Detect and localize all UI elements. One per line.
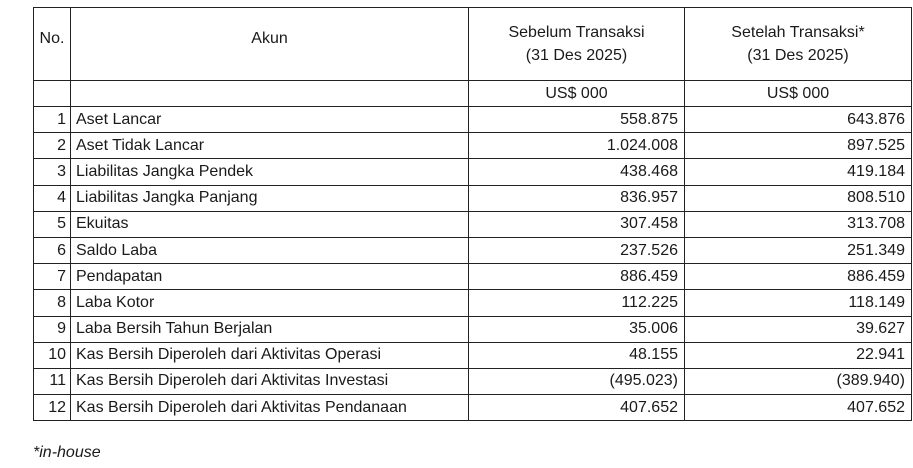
table-row bbox=[34, 264, 912, 290]
row-after-value: 251.349 bbox=[685, 237, 912, 263]
row-after-value: 39.627 bbox=[685, 316, 912, 342]
header-after-title: Setelah Transaksi* bbox=[731, 24, 865, 41]
row-number: 6 bbox=[34, 237, 71, 263]
row-number: 12 bbox=[34, 395, 71, 421]
footnote-marker-line bbox=[33, 443, 101, 464]
table-row bbox=[34, 185, 912, 211]
row-after-value: 313.708 bbox=[685, 211, 912, 237]
row-number: 7 bbox=[34, 264, 71, 290]
row-number: 10 bbox=[34, 342, 71, 368]
header-after bbox=[685, 8, 912, 81]
row-account: Kas Bersih Diperoleh dari Aktivitas Pendanaan bbox=[71, 395, 469, 421]
row-account: Pendapatan bbox=[71, 264, 469, 290]
row-after-value: 419.184 bbox=[685, 159, 912, 185]
header-before-date: (31 Des 2025) bbox=[525, 47, 628, 64]
row-before-value: 112.225 bbox=[469, 290, 685, 316]
row-after-value: 118.149 bbox=[685, 290, 912, 316]
header-after-date: (31 Des 2025) bbox=[747, 47, 849, 64]
row-number: 1 bbox=[34, 107, 71, 133]
unit-row bbox=[34, 81, 912, 107]
row-account: Ekuitas bbox=[71, 211, 469, 237]
row-number: 11 bbox=[34, 368, 71, 394]
row-account: Kas Bersih Diperoleh dari Aktivitas Operasi bbox=[71, 342, 469, 368]
row-account: Kas Bersih Diperoleh dari Aktivitas Investasi bbox=[71, 368, 469, 394]
row-after-value: 808.510 bbox=[685, 185, 912, 211]
row-after-value: (389.940) bbox=[685, 368, 912, 394]
header-before-title: Sebelum Transaksi bbox=[508, 24, 645, 41]
row-before-value: 237.526 bbox=[469, 237, 685, 263]
row-account: Liabilitas Jangka Pendek bbox=[71, 159, 469, 185]
financial-table bbox=[33, 7, 912, 421]
row-number: 8 bbox=[34, 290, 71, 316]
table-row bbox=[34, 342, 912, 368]
table-row bbox=[34, 316, 912, 342]
row-account: Laba Kotor bbox=[71, 290, 469, 316]
row-number: 9 bbox=[34, 316, 71, 342]
row-number: 5 bbox=[34, 211, 71, 237]
row-number: 4 bbox=[34, 185, 71, 211]
row-before-value: 48.155 bbox=[469, 342, 685, 368]
row-before-value: 407.652 bbox=[469, 395, 685, 421]
table-row bbox=[34, 368, 912, 394]
table-row bbox=[34, 395, 912, 421]
row-after-value: 407.652 bbox=[685, 395, 912, 421]
header-row bbox=[34, 8, 912, 81]
row-before-value: (495.023) bbox=[469, 368, 685, 394]
row-account: Aset Lancar bbox=[71, 107, 469, 133]
row-after-value: 886.459 bbox=[685, 264, 912, 290]
row-number: 3 bbox=[34, 159, 71, 185]
header-before bbox=[469, 8, 685, 81]
unit-no-empty bbox=[34, 81, 71, 107]
row-before-value: 836.957 bbox=[469, 185, 685, 211]
footnote-marker: * bbox=[33, 444, 40, 461]
row-after-value: 22.941 bbox=[685, 342, 912, 368]
row-before-value: 35.006 bbox=[469, 316, 685, 342]
header-no: No. bbox=[34, 8, 71, 81]
footnote bbox=[33, 443, 101, 464]
financial-table-container bbox=[33, 7, 911, 461]
row-before-value: 558.875 bbox=[469, 107, 685, 133]
row-before-value: 438.468 bbox=[469, 159, 685, 185]
unit-before: US$ 000 bbox=[469, 81, 685, 107]
footnote-text: in-house bbox=[39, 444, 101, 461]
row-before-value: 307.458 bbox=[469, 211, 685, 237]
row-account: Liabilitas Jangka Panjang bbox=[71, 185, 469, 211]
table-row bbox=[34, 211, 912, 237]
unit-akun-empty bbox=[71, 81, 469, 107]
table-row bbox=[34, 159, 912, 185]
row-before-value: 1.024.008 bbox=[469, 133, 685, 159]
row-account: Aset Tidak Lancar bbox=[71, 133, 469, 159]
table-row bbox=[34, 107, 912, 133]
table-row bbox=[34, 133, 912, 159]
table-row bbox=[34, 237, 912, 263]
header-akun: Akun bbox=[71, 8, 469, 81]
row-before-value: 886.459 bbox=[469, 264, 685, 290]
row-after-value: 897.525 bbox=[685, 133, 912, 159]
row-account: Laba Bersih Tahun Berjalan bbox=[71, 316, 469, 342]
table-row bbox=[34, 290, 912, 316]
row-after-value: 643.876 bbox=[685, 107, 912, 133]
row-number: 2 bbox=[34, 133, 71, 159]
unit-after: US$ 000 bbox=[685, 81, 912, 107]
row-account: Saldo Laba bbox=[71, 237, 469, 263]
